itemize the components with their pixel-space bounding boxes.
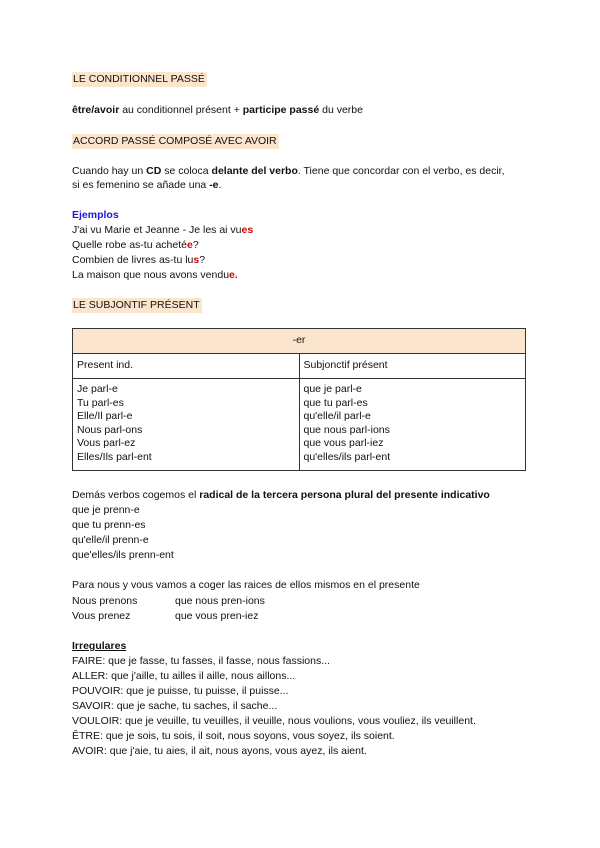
- irregular-verb: POUVOIR: que je puisse, tu puisse, il puisse...: [72, 685, 289, 697]
- nous-vous-intro: Para nous y vous vamos a coger las raices de ellos mismos en el presente: [72, 579, 420, 591]
- conditionnel-heading: LE CONDITIONNEL PASSÉ: [73, 73, 205, 85]
- conjugation-table: [72, 328, 526, 471]
- subjonctif-form: que tu parl-es: [303, 396, 368, 409]
- subjonctif-forms-cell: [299, 379, 526, 471]
- subjonctif-form: que vous parl-iez: [303, 437, 384, 449]
- irregular-verb: VOULOIR: que je veuille, tu veuilles, il veuille, nous voulions, vous vouliez, ils veuillent.: [72, 715, 476, 727]
- present-form: Tu parl-es: [77, 396, 124, 409]
- accord-explanation: Cuando hay un CD se coloca delante del verbo. Tiene que concordar con el verbo, es decir, si es femenino se añade una -e.: [72, 165, 505, 191]
- irregular-verb: SAVOIR: que je sache, tu saches, il sache...: [72, 700, 278, 712]
- irregular-verb: ALLER: que j'aille, tu ailles il aille, nous aillons...: [72, 670, 296, 682]
- subjonctif-form: que je parl-e: [303, 383, 362, 395]
- col-subjonctif-title: Subjonctif présent: [299, 354, 526, 379]
- subjonctif-form: qu'elles/ils parl-ent: [303, 450, 391, 463]
- prendre-form: que tu prenn-es: [72, 519, 146, 531]
- prendre-form: qu'elle/il prenn-e: [72, 534, 149, 546]
- irregular-verb: AVOIR: que j'aie, tu aies, il ait, nous ayons, vous ayez, ils aient.: [72, 745, 367, 757]
- table-header-er: -er: [73, 329, 526, 354]
- other-verbs-rule: Demás verbos cogemos el radical de la tercera persona plural del presente indicativo: [72, 489, 490, 501]
- example-line: La maison que nous avons vendue.: [72, 269, 238, 281]
- prendre-form: que je prenn-e: [72, 504, 140, 516]
- irregulars-title: Irregulares: [72, 640, 127, 652]
- present-form: Nous parl-ons: [77, 423, 143, 436]
- irregular-verb: ÊTRE: que je sois, tu sois, il soit, nous soyons, vous soyez, ils soient.: [72, 730, 395, 742]
- examples-title: Ejemplos: [72, 209, 119, 221]
- conditionnel-rule: être/avoir au conditionnel présent + participe passé du verbe: [72, 104, 363, 116]
- col-present-title: Present ind.: [73, 354, 300, 379]
- prendre-form: que'elles/ils prenn-ent: [72, 549, 174, 561]
- example-line: J'ai vu Marie et Jeanne - Je les ai vues: [72, 224, 254, 236]
- vous-row: Vous prenez que vous pren-iez: [72, 610, 259, 622]
- subjonctif-form: que nous parl-ions: [303, 423, 390, 436]
- subjonctif-heading: LE SUBJONTIF PRÉSENT: [73, 299, 200, 311]
- example-line: Combien de livres as-tu lus?: [72, 254, 206, 266]
- irregular-verb: FAIRE: que je fasse, tu fasses, il fasse, nous fassions...: [72, 655, 330, 667]
- subjonctif-form: qu'elle/il parl-e: [303, 410, 371, 422]
- nous-row: Nous prenons que nous pren-ions: [72, 595, 265, 607]
- present-form: Elle/Il parl-e: [77, 410, 133, 422]
- example-line: Quelle robe as-tu achetée?: [72, 239, 199, 251]
- present-form: Je parl-e: [77, 383, 118, 395]
- accord-heading: ACCORD PASSÉ COMPOSÉ AVEC AVOIR: [73, 135, 277, 147]
- present-forms-cell: [73, 379, 300, 471]
- present-form: Elles/Ils parl-ent: [77, 450, 152, 463]
- present-form: Vous parl-ez: [77, 437, 136, 449]
